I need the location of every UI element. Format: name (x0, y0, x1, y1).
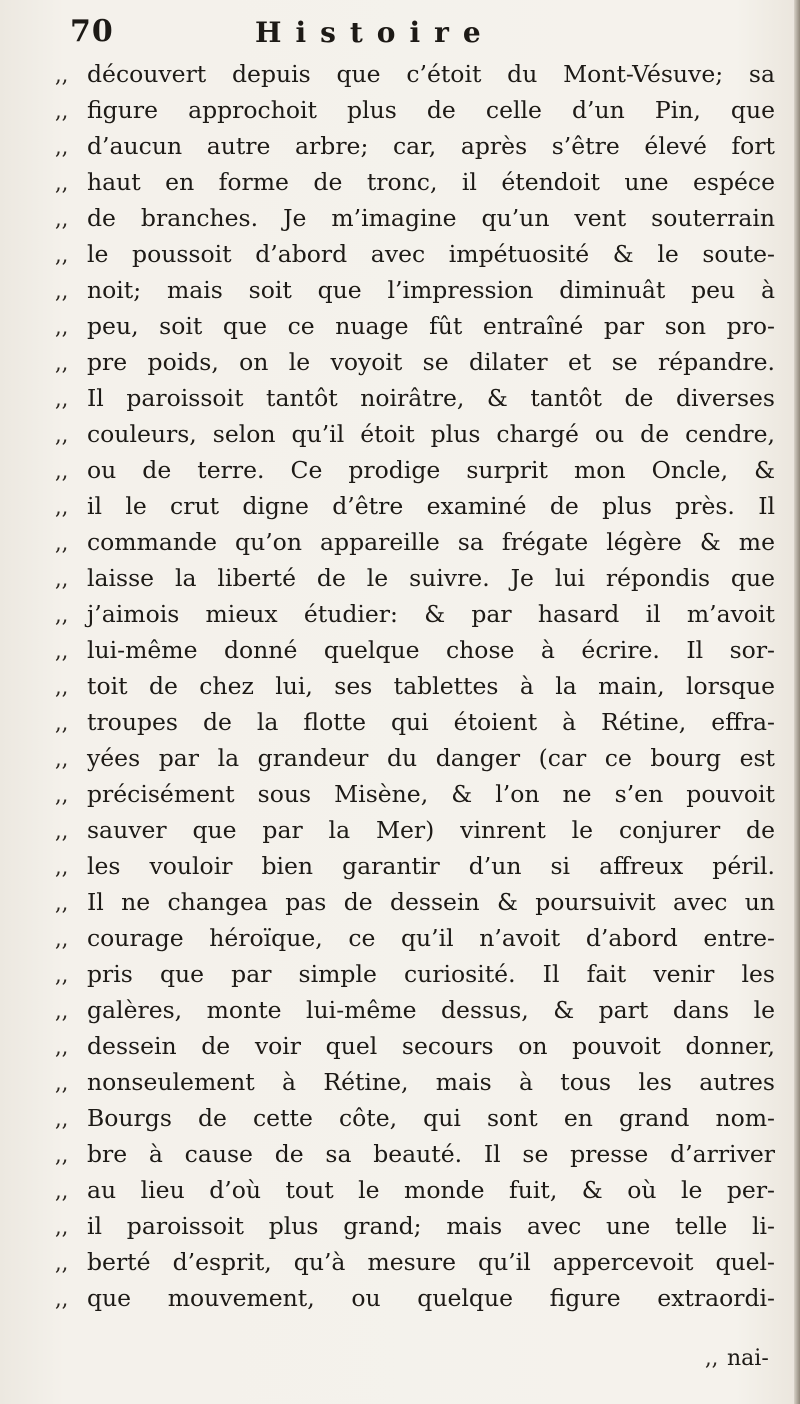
quote-mark: ,, (55, 495, 69, 519)
quote-mark: ,, (55, 243, 69, 267)
quote-mark: ,, (55, 999, 69, 1023)
line-text: pre poids, on le voyoit se dilater et se répandre. (87, 348, 775, 376)
line-text: il paroissoit plus grand; mais avec une telle li- (87, 1212, 775, 1240)
line-text: il le crut digne d’être examiné de plus près. Il (87, 492, 775, 520)
line-text: yées par la grandeur du danger (car ce bourg est (87, 744, 775, 772)
quote-mark: ,, (55, 927, 69, 951)
text-line (55, 344, 787, 380)
quote-mark: ,, (55, 1035, 69, 1059)
line-text: lui-même donné quelque chose à écrire. Il sor- (87, 636, 775, 664)
text-line (55, 200, 787, 236)
text-line (55, 1172, 787, 1208)
line-text: au lieu d’où tout le monde fuit, & où le per- (87, 1176, 775, 1204)
quote-mark: ,, (705, 1346, 719, 1370)
line-text: peu, soit que ce nuage fût entraîné par son pro- (87, 312, 775, 340)
text-line (55, 1136, 787, 1172)
text-line (55, 740, 787, 776)
quote-mark: ,, (55, 207, 69, 231)
line-text: galères, monte lui-même dessus, & part dans le (87, 996, 775, 1024)
text-line (55, 416, 787, 452)
line-text: de branches. Je m’imagine qu’un vent souterrain (87, 204, 775, 232)
text-line (55, 668, 787, 704)
text-line (55, 776, 787, 812)
quote-mark: ,, (55, 1215, 69, 1239)
catchword (705, 1346, 769, 1371)
text-line (55, 560, 787, 596)
quote-mark: ,, (55, 135, 69, 159)
quote-mark: ,, (55, 963, 69, 987)
page-edge (794, 0, 800, 1404)
quote-mark: ,, (55, 279, 69, 303)
line-text: commande qu’on appareille sa frégate légère & me (87, 528, 775, 556)
line-text: Il paroissoit tantôt noirâtre, & tantôt de diverses (87, 384, 775, 412)
quote-mark: ,, (55, 675, 69, 699)
quote-mark: ,, (55, 351, 69, 375)
quote-mark: ,, (55, 747, 69, 771)
quote-mark: ,, (55, 891, 69, 915)
line-text: laisse la liberté de le suivre. Je lui répondis que (87, 564, 775, 592)
line-text: bre à cause de sa beauté. Il se presse d’arriver (87, 1140, 775, 1168)
line-text: d’aucun autre arbre; car, après s’être élevé fort (87, 132, 775, 160)
text-line (55, 452, 787, 488)
quote-mark: ,, (55, 567, 69, 591)
text-line (55, 956, 787, 992)
text-line (55, 920, 787, 956)
line-text: que mouvement, ou quelque figure extraordi- (87, 1284, 775, 1312)
quote-mark: ,, (55, 1179, 69, 1203)
quote-mark: ,, (55, 1107, 69, 1131)
text-line (55, 380, 787, 416)
quote-mark: ,, (55, 819, 69, 843)
quote-mark: ,, (55, 171, 69, 195)
running-title: Histoire (255, 16, 495, 49)
line-text: berté d’esprit, qu’à mesure qu’il appercevoit quel- (87, 1248, 775, 1276)
line-text: nonseulement à Rétine, mais à tous les autres (87, 1068, 775, 1096)
quote-mark: ,, (55, 531, 69, 555)
text-line (55, 236, 787, 272)
line-text: courage héroïque, ce qu’il n’avoit d’abord entre- (87, 924, 775, 952)
quote-mark: ,, (55, 99, 69, 123)
body-text (55, 56, 787, 1316)
text-line (55, 272, 787, 308)
text-line (55, 1028, 787, 1064)
text-line (55, 1064, 787, 1100)
quote-mark: ,, (55, 855, 69, 879)
line-text: dessein de voir quel secours on pouvoit donner, (87, 1032, 775, 1060)
text-line (55, 1100, 787, 1136)
line-text: découvert depuis que c’étoit du Mont-Vésuve; sa (87, 60, 775, 88)
quote-mark: ,, (55, 1071, 69, 1095)
catchword-text: nai- (727, 1346, 769, 1371)
quote-mark: ,, (55, 315, 69, 339)
quote-mark: ,, (55, 459, 69, 483)
text-line (55, 632, 787, 668)
quote-mark: ,, (55, 387, 69, 411)
line-text: couleurs, selon qu’il étoit plus chargé ou de cendre, (87, 420, 775, 448)
line-text: haut en forme de tronc, il étendoit une espéce (87, 168, 775, 196)
line-text: les vouloir bien garantir d’un si affreux péril. (87, 852, 775, 880)
page-number: 70 (70, 14, 114, 49)
text-line (55, 1280, 787, 1316)
quote-mark: ,, (55, 1251, 69, 1275)
page-header (70, 14, 800, 60)
text-line (55, 1208, 787, 1244)
line-text: ou de terre. Ce prodige surprit mon Oncle, & (87, 456, 775, 484)
line-text: toit de chez lui, ses tablettes à la main, lorsque (87, 672, 775, 700)
text-line (55, 704, 787, 740)
line-text: précisément sous Misène, & l’on ne s’en pouvoit (87, 780, 775, 808)
quote-mark: ,, (55, 423, 69, 447)
quote-mark: ,, (55, 639, 69, 663)
text-line (55, 308, 787, 344)
text-line (55, 884, 787, 920)
line-text: troupes de la flotte qui étoient à Rétine, effra- (87, 708, 775, 736)
line-text: noit; mais soit que l’impression diminuât peu à (87, 276, 775, 304)
text-line (55, 164, 787, 200)
line-text: pris que par simple curiosité. Il fait venir les (87, 960, 775, 988)
quote-mark: ,, (55, 1143, 69, 1167)
text-line (55, 488, 787, 524)
quote-mark: ,, (55, 783, 69, 807)
line-text: sauver que par la Mer) vinrent le conjurer de (87, 816, 775, 844)
line-text: Bourgs de cette côte, qui sont en grand nom- (87, 1104, 775, 1132)
text-line (55, 992, 787, 1028)
quote-mark: ,, (55, 603, 69, 627)
line-text: Il ne changea pas de dessein & poursuivit avec un (87, 888, 775, 916)
text-line (55, 524, 787, 560)
line-text: j’aimois mieux étudier: & par hasard il m’avoit (87, 600, 775, 628)
text-line (55, 56, 787, 92)
quote-mark: ,, (55, 1287, 69, 1311)
text-line (55, 1244, 787, 1280)
text-line (55, 812, 787, 848)
text-line (55, 596, 787, 632)
line-text: figure approchoit plus de celle d’un Pin, que (87, 96, 775, 124)
text-line (55, 92, 787, 128)
quote-mark: ,, (55, 63, 69, 87)
text-line (55, 128, 787, 164)
line-text: le poussoit d’abord avec impétuosité & le soute- (87, 240, 775, 268)
text-line (55, 848, 787, 884)
quote-mark: ,, (55, 711, 69, 735)
